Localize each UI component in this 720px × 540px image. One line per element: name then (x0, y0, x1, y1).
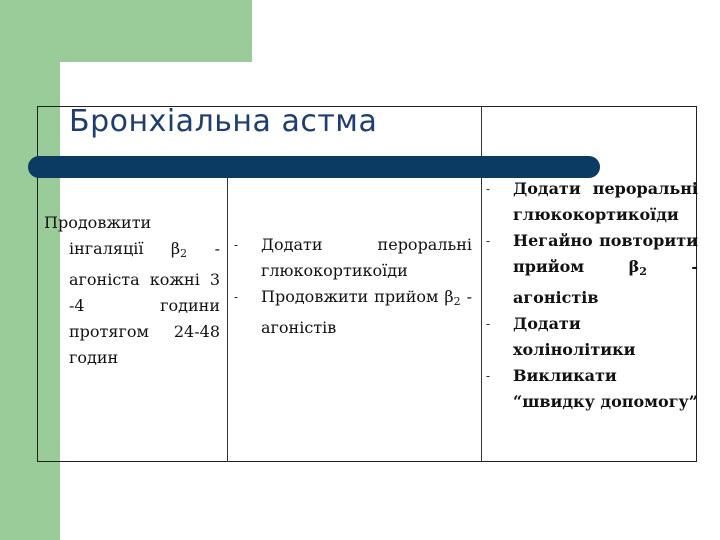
column-divider-1 (227, 167, 228, 462)
title-underline-bar (28, 156, 600, 178)
rounded-corner (60, 62, 100, 102)
top-green-block (0, 0, 252, 62)
left-rest: агоніста кожні 3 -4 години протягом 24-48 годин (69, 270, 220, 367)
left-line-body: інгаляції $\beta_2$ - агоніста кожні 3 -4 години протягом 24-48 годин (69, 239, 220, 367)
list-item: - Негайно повторити прийом $\beta_2$ - агоністів (486, 231, 698, 307)
list-item: - Продовжити прийом $\beta_2$ - агоністів (234, 287, 472, 337)
right-column-list (486, 176, 698, 415)
list-item: - Додати пероральні глюкокортикоїди (234, 235, 472, 280)
list-item: - Додати холінолітики (486, 314, 636, 359)
list-item: - Викликати “швидку допомогу” (486, 366, 698, 411)
list-item: - Додати пероральні глюкокортикоїди (486, 179, 698, 224)
middle-column-list (234, 232, 472, 341)
left-line-1: Продовжити (44, 213, 152, 232)
left-column-text (44, 210, 220, 371)
page-title: Бронхіальна астма (69, 104, 378, 139)
